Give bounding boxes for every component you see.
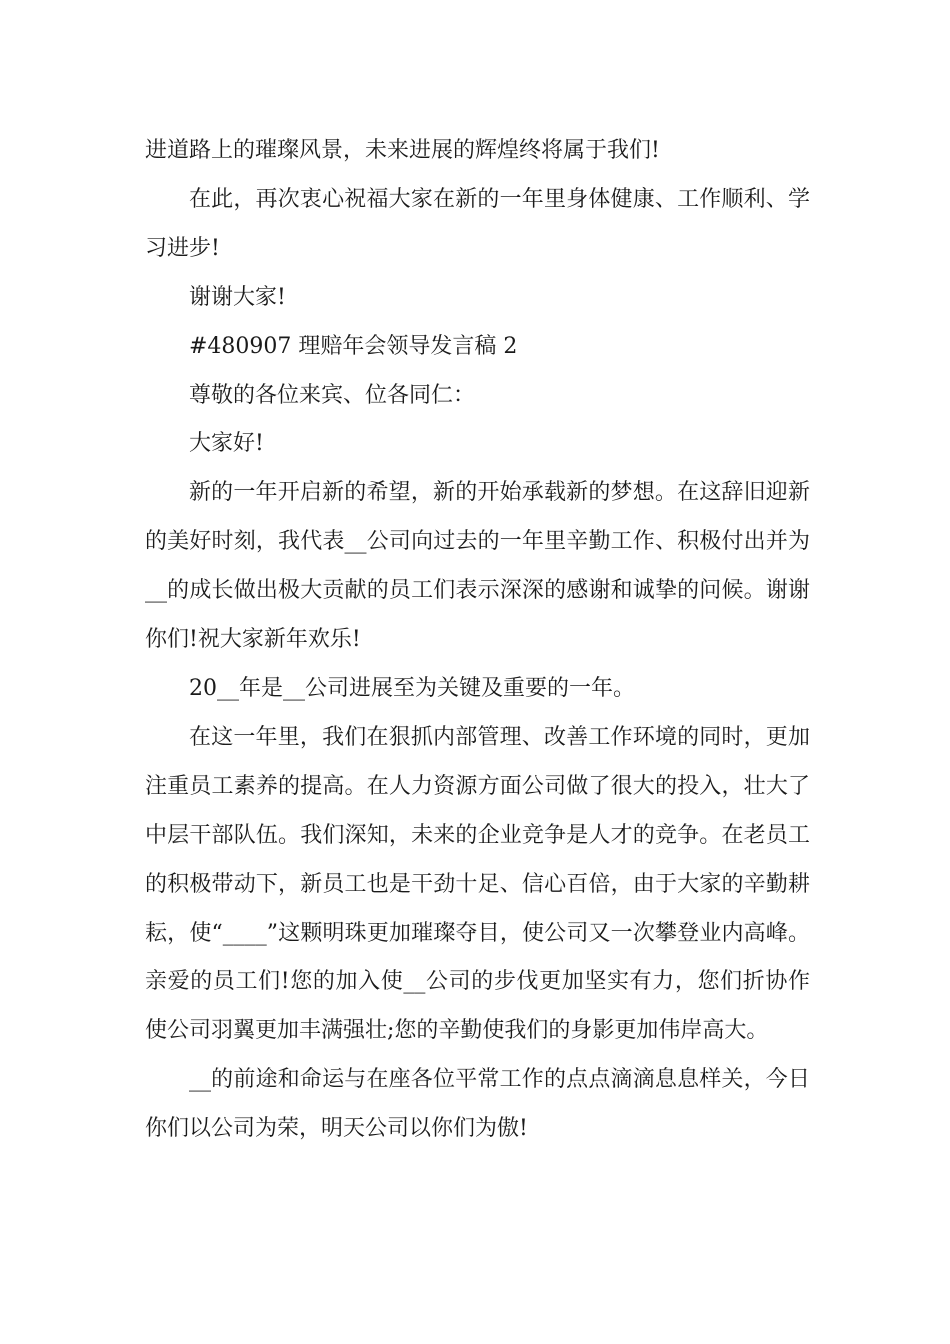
document-body: [145, 127, 810, 1154]
paragraph-closing-line: 进道路上的璀璨风景，未来进展的辉煌终将属于我们!: [145, 138, 660, 163]
paragraph-future: __的前途和命运与在座各位平常工作的点点滴滴息息样关，今日你们以公司为荣，明天公司以你们为傲!: [145, 1067, 810, 1142]
section-heading: #480907 理赔年会领导发言稿 2: [189, 333, 518, 359]
paragraph-salutation: 尊敬的各位来宾、位各同仁：: [189, 382, 476, 408]
paragraph-blessing: 在此，再次衷心祝福大家在新的一年里身体健康、工作顺利、学习进步!: [145, 186, 810, 261]
paragraph-greeting: 大家好!: [189, 431, 264, 457]
paragraph-year-review: 在这一年里，我们在狠抓内部管理、改善工作环境的同时，更加注重员工素养的提高。在人力资源方面公司做了很大的投入，壮大了中层干部队伍。我们深知，未来的企业竞争是人才的竞争。在老员工的积极带动下，新员工也是干劲十足、信心百倍，由于大家的辛勤耕耘，使“____”这颗明珠更加璀璨夺目，使公司又一次攀登业内高峰。亲爱的员工们!您的加入使__公司的步伐更加坚实有力，您们折协作使公司羽翼更加丰满强壮;您的辛勤使我们的身影更加伟岸高大。: [145, 724, 810, 1044]
paragraph-new-year: 新的一年开启新的希望，新的开始承载新的梦想。在这辞旧迎新的美好时刻，我代表__公司向过去的一年里辛勤工作、积极付出并为__的成长做出极大贡献的员工们表示深深的感谢和诚挚的问候。谢谢你们!祝大家新年欢乐!: [145, 480, 810, 653]
paragraph-thanks: 谢谢大家!: [189, 284, 286, 310]
paragraph-key-year: 20__年是__公司进展至为关键及重要的一年。: [189, 675, 635, 701]
